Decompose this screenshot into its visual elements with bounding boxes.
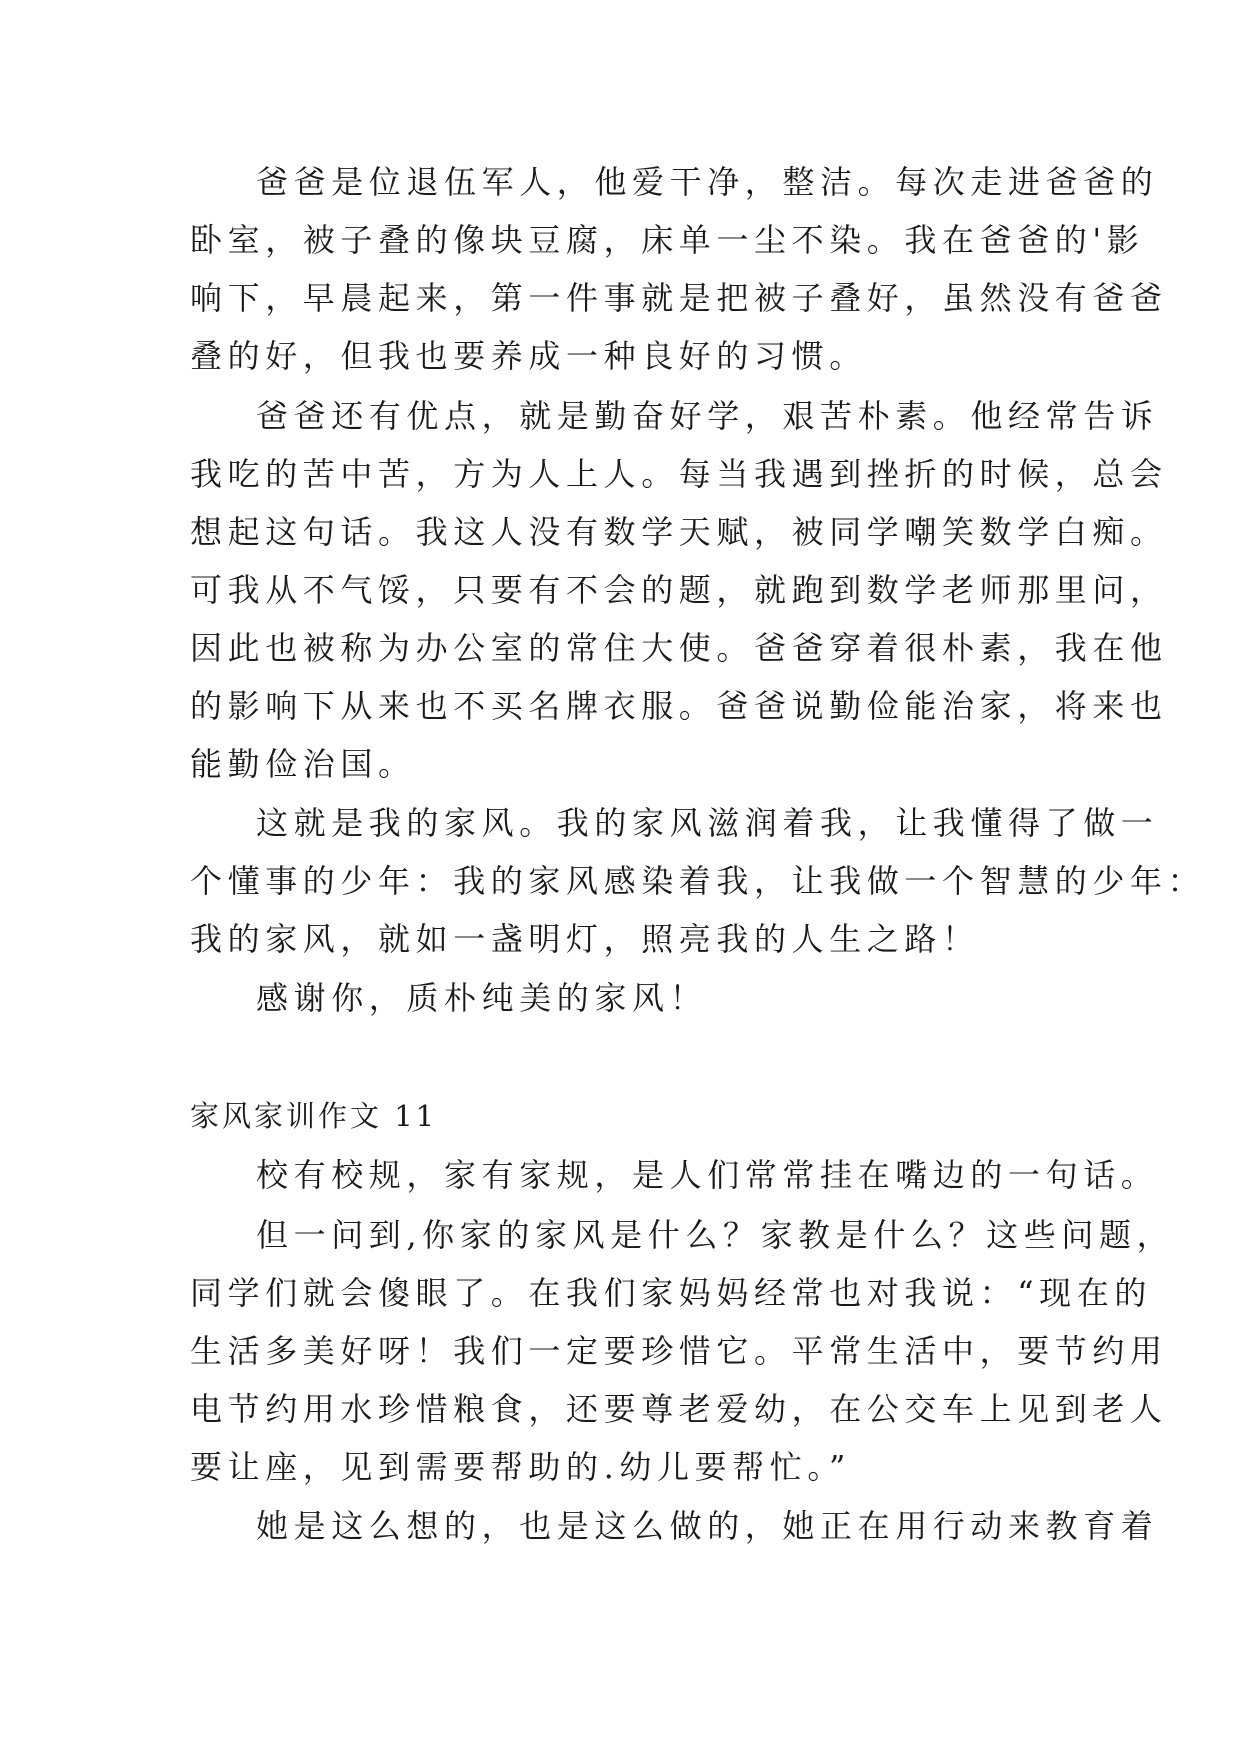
text-line: 同学们就会傻眼了。在我们家妈妈经常也对我说：“现在的: [190, 1274, 1152, 1312]
text-line: 爸爸是位退伍军人，他爱干净，整洁。每次走进爸爸的: [256, 163, 1159, 201]
text-line: 可我从不气馁，只要有不会的题，就跑到数学老师那里问，: [190, 571, 1168, 609]
text-line: 但一问到,你家的家风是什么？家教是什么？这些问题，: [256, 1216, 1175, 1254]
text-line: 电节约用水珍惜粮食，还要尊老爱幼，在公交车上见到老人: [190, 1390, 1168, 1428]
text-line: 的影响下从来也不买名牌衣服。爸爸说勤俭能治家，将来也: [190, 687, 1168, 725]
text-line: 爸爸还有优点，就是勤奋好学，艰苦朴素。他经常告诉: [256, 397, 1159, 435]
text-line: 因此也被称为办公室的常住大使。爸爸穿着很朴素，我在他: [190, 629, 1168, 667]
text-line: 能勤俭治国。: [190, 745, 416, 783]
text-line: 这就是我的家风。我的家风滋润着我，让我懂得了做一: [256, 804, 1159, 842]
section-heading: 家风家训作文 11: [190, 1099, 438, 1133]
text-line: 个懂事的少年：我的家风感染着我，让我做一个智慧的少年：: [190, 862, 1206, 900]
text-line: 感谢你，质朴纯美的家风！: [256, 979, 708, 1017]
text-line: 要让座，见到需要帮助的.幼儿要帮忙。”: [190, 1448, 851, 1486]
text-line: 响下，早晨起来，第一件事就是把被子叠好，虽然没有爸爸: [190, 279, 1168, 317]
text-line: 我吃的苦中苦，方为人上人。每当我遇到挫折的时候，总会: [190, 455, 1168, 493]
text-line: 她是这么想的，也是这么做的，她正在用行动来教育着: [256, 1507, 1159, 1545]
text-line: 想起这句话。我这人没有数学天赋，被同学嘲笑数学白痴。: [190, 513, 1168, 551]
text-line: 校有校规，家有家规，是人们常常挂在嘴边的一句话。: [256, 1156, 1159, 1194]
text-line: 生活多美好呀！我们一定要珍惜它。平常生活中，要节约用: [190, 1332, 1168, 1370]
text-line: 叠的好，但我也要养成一种良好的习惯。: [190, 337, 867, 375]
text-line: 我的家风，就如一盏明灯，照亮我的人生之路！: [190, 920, 980, 958]
text-line: 卧室，被子叠的像块豆腐，床单一尘不染。我在爸爸的'影: [190, 221, 1145, 259]
